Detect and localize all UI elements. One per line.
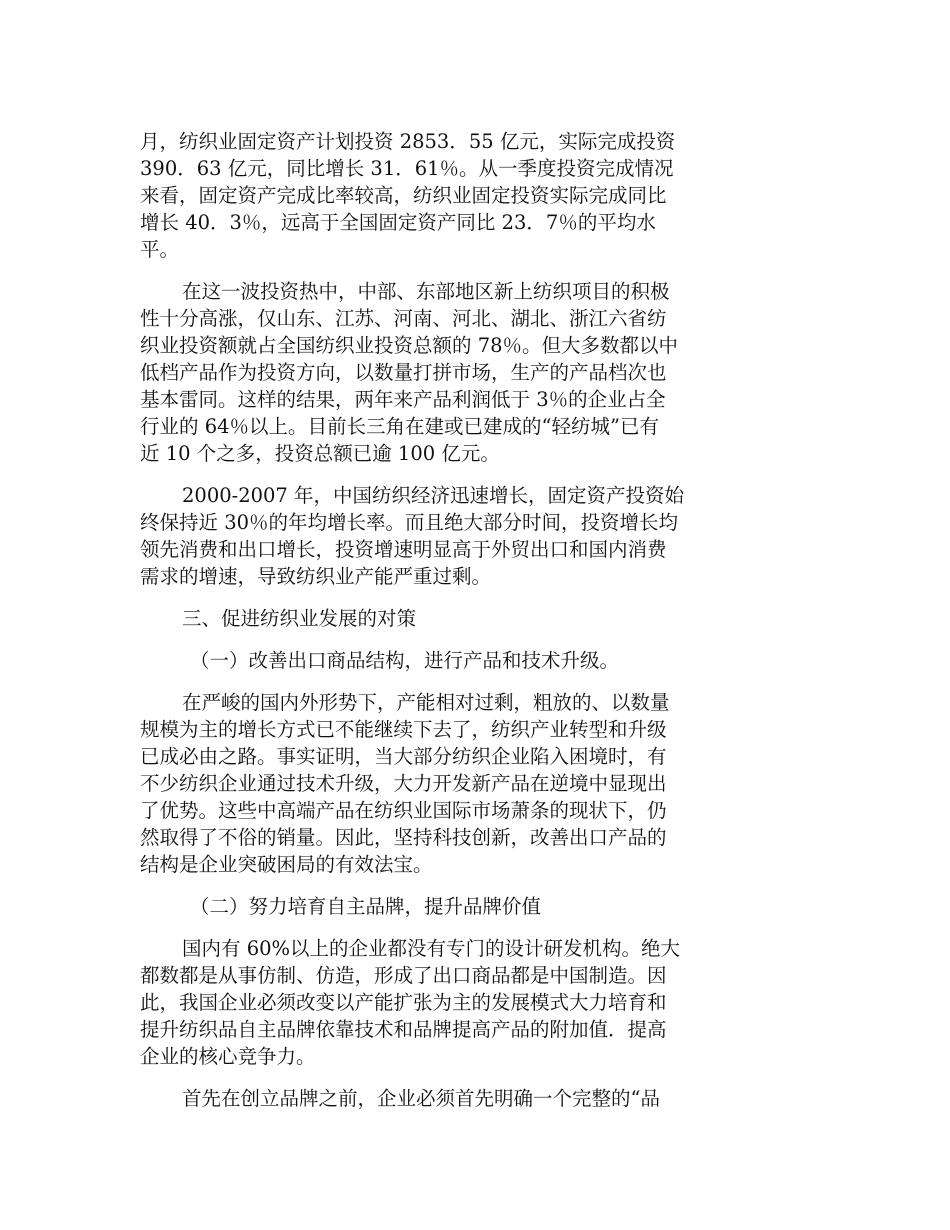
- subheading-brand: [140, 893, 745, 920]
- section-heading-text: 三、促进纺织业发展的对策: [182, 607, 417, 630]
- paragraph-upgrade: [140, 689, 745, 878]
- text-line: 国内有 60%以上的企业都没有专门的设计研发机构。绝大: [182, 937, 681, 960]
- text-line: 在这一波投资热中，中部、东部地区新上纺织项目的积极: [182, 280, 670, 303]
- text-line: 已成必由之路。事实证明，当大部分纺织企业陷入困境时，有: [140, 745, 667, 768]
- text-line: 不少纺织企业通过技术升级，大力开发新产品在逆境中显现出: [140, 772, 667, 795]
- text-line: 终保持近 30％的年均增长率。而且绝大部分时间，投资增长均: [140, 511, 679, 534]
- text-line: 了优势。这些中高端产品在纺织业国际市场萧条的现状下，仍: [140, 799, 667, 822]
- text-line: 行业的 64％以上。目前长三角在建或已建成的“轻纺城”已有: [140, 415, 659, 438]
- text-line: 性十分高涨，仅山东、江苏、河南、河北、湖北、浙江六省纺: [140, 307, 667, 330]
- text-line: 都数都是从事仿制、仿造，形成了出口商品都是中国制造。因: [140, 964, 667, 987]
- document-page: [140, 128, 745, 1127]
- text-line: 提升纺织品自主品牌依靠技术和品牌提高产品的附加值．提高: [140, 1018, 667, 1041]
- text-line: 增长 40．3％，远高于全国固定资产同比 23．7％的平均水: [140, 211, 656, 234]
- text-line: 然取得了不俗的销量。因此，坚持科技创新，改善出口产品的: [140, 826, 667, 849]
- paragraph-brand-first-step: [140, 1085, 745, 1112]
- text-line: 结构是企业突破困局的有效法宝。: [140, 853, 433, 876]
- paragraph-brand-development: [140, 935, 745, 1070]
- text-line: 首先在创立品牌之前，企业必须首先明确一个完整的“品: [182, 1087, 660, 1110]
- text-line: 近 10 个之多，投资总额已逾 100 亿元。: [140, 442, 500, 465]
- subheading-text: （二）努力培育自主品牌，提升品牌价值: [190, 895, 542, 918]
- text-line: 织业投资额就占全国纺织业投资总额的 78％。但大多数都以中: [140, 334, 679, 357]
- paragraph-regional-investment: [140, 278, 745, 467]
- text-line: 在严峻的国内外形势下，产能相对过剩，粗放的、以数量: [182, 691, 670, 714]
- text-line: 390．63 亿元，同比增长 31．61％。从一季度投资完成情况: [140, 157, 674, 180]
- text-line: 月，纺织业固定资产计划投资 2853．55 亿元，实际完成投资: [140, 130, 676, 153]
- text-line: 来看，固定资产完成比率较高，纺织业固定投资实际完成同比: [140, 184, 667, 207]
- text-line: 需求的增速，导致纺织业产能严重过剩。: [140, 565, 492, 588]
- paragraph-investment-figures: [140, 128, 745, 263]
- text-line: 低档产品作为投资方向，以数量打拼市场，生产的产品档次也: [140, 361, 667, 384]
- section-heading-countermeasures: [140, 605, 745, 632]
- subheading-text: （一）改善出口商品结构，进行产品和技术升级。: [190, 649, 620, 672]
- text-line: 规模为主的增长方式已不能继续下去了，纺织产业转型和升级: [140, 718, 667, 741]
- paragraph-growth-rate: [140, 482, 745, 590]
- text-line: 基本雷同。这样的结果，两年来产品利润低于 3％的企业占全: [140, 388, 666, 411]
- subheading-export-structure: [140, 647, 745, 674]
- text-line: 领先消费和出口增长，投资增速明显高于外贸出口和国内消费: [140, 538, 667, 561]
- text-line: 平。: [140, 238, 180, 261]
- text-line: 此，我国企业必须改变以产能扩张为主的发展模式大力培育和: [140, 991, 667, 1014]
- text-line: 2000-2007 年，中国纺织经济迅速增长，固定资产投资始: [182, 484, 685, 507]
- text-line: 企业的核心竞争力。: [140, 1045, 316, 1068]
